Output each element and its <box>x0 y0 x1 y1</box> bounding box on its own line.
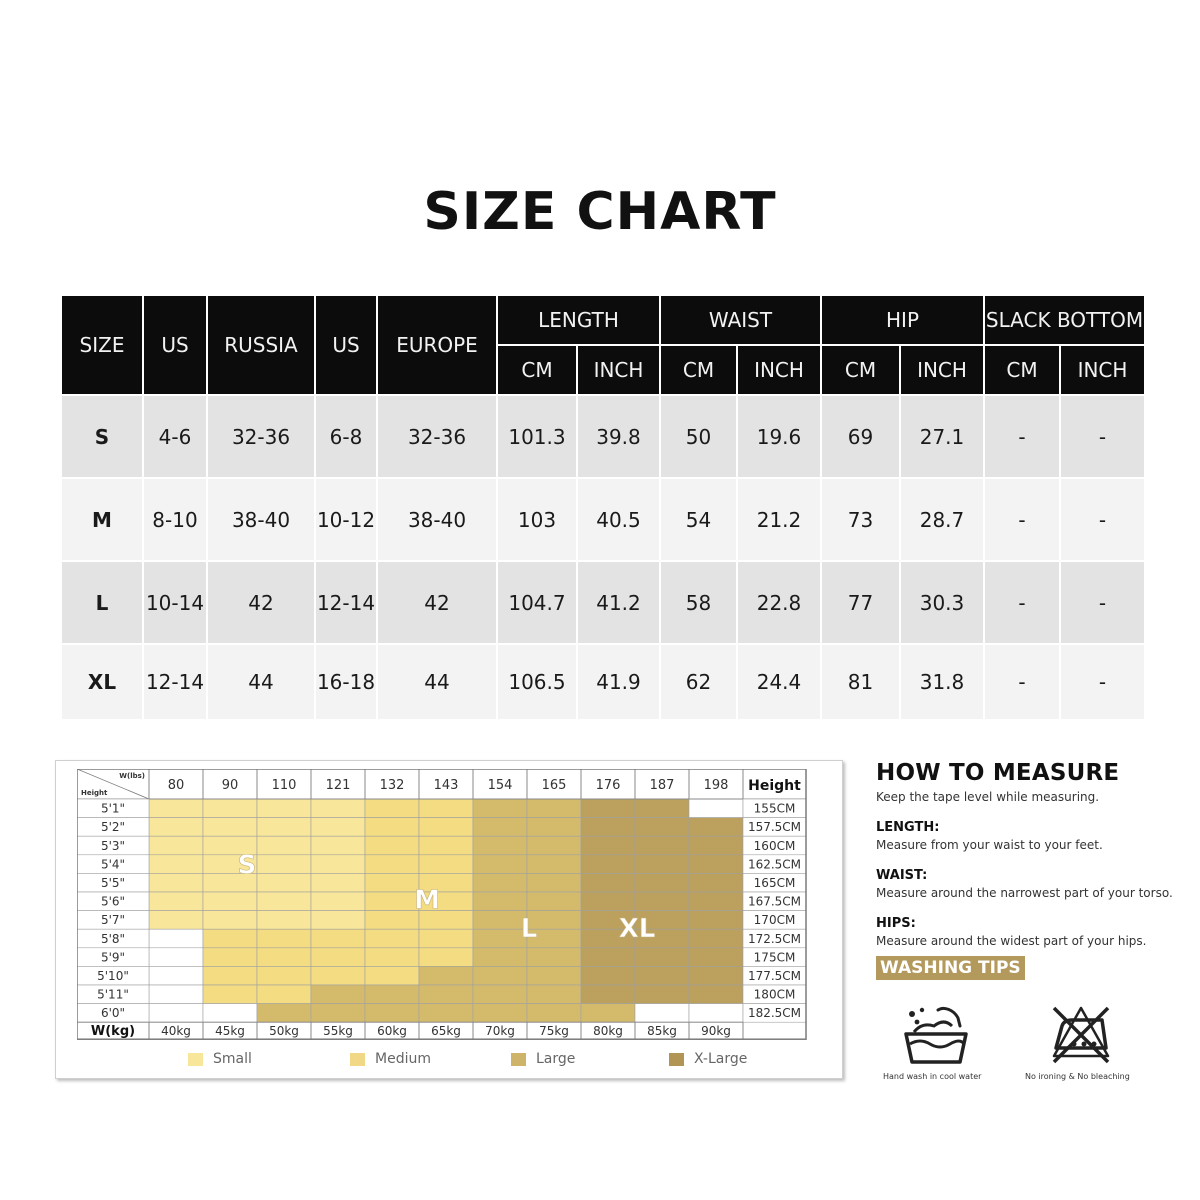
grid-cell <box>203 985 257 1004</box>
cm-label: 162.5CM <box>747 857 802 872</box>
grid-cell <box>473 911 527 930</box>
grid-cell <box>473 966 527 985</box>
grid-cell <box>635 836 689 855</box>
size-cell: M <box>61 478 143 561</box>
hip-inch-cell: 30.3 <box>900 561 984 644</box>
grid-cell <box>689 836 743 855</box>
grid-cell <box>365 799 419 818</box>
grid-cell <box>257 836 311 855</box>
height-title: Height <box>748 778 801 794</box>
length-inch-cell: 41.2 <box>577 561 660 644</box>
grid-cell <box>149 911 203 930</box>
waist-inch-cell: 19.6 <box>737 395 821 478</box>
grid-cell <box>689 911 743 930</box>
legend-label: X-Large <box>694 1051 748 1067</box>
grid-cell <box>635 1004 689 1023</box>
kg-label: 55kg <box>323 1024 353 1039</box>
kg-label: 45kg <box>215 1024 245 1039</box>
size-cell: S <box>61 395 143 478</box>
ft-label: 5'5" <box>100 876 126 890</box>
lbs-label: 165 <box>541 778 567 793</box>
grid-cell <box>581 1004 635 1023</box>
russia-cell: 44 <box>207 644 315 720</box>
slack-cm-cell: - <box>984 561 1060 644</box>
grid-cell <box>149 948 203 967</box>
header-hip-cm: CM <box>821 345 900 395</box>
grid-cell <box>149 929 203 948</box>
grid-cell <box>257 799 311 818</box>
grid-cell <box>689 1004 743 1023</box>
lbs-label: 90 <box>221 778 239 793</box>
slack-inch-cell: - <box>1060 561 1145 644</box>
grid-cell <box>419 836 473 855</box>
grid-cell <box>527 799 581 818</box>
grid-cell <box>257 1004 311 1023</box>
slack-inch-cell: - <box>1060 478 1145 561</box>
ft-label: 5'11" <box>97 987 129 1002</box>
legend-label: Small <box>213 1051 252 1067</box>
europe-cell: 42 <box>377 561 497 644</box>
grid-cell <box>311 855 365 874</box>
header-length-inch: INCH <box>577 345 660 395</box>
cm-label: 182.5CM <box>747 1006 802 1021</box>
zone-label-m: M <box>414 885 440 916</box>
size-table <box>60 294 1146 721</box>
ft-label: 5'1" <box>100 801 126 816</box>
lbs-label: 80 <box>167 778 185 793</box>
length-description: Measure from your waist to your feet. <box>876 838 1103 852</box>
grid-cell <box>257 818 311 837</box>
grid-cell <box>419 966 473 985</box>
grid-cell <box>203 948 257 967</box>
kg-label: 60kg <box>377 1024 407 1039</box>
header-waist-inch: INCH <box>737 345 821 395</box>
cm-label: 155CM <box>753 801 796 816</box>
us-cell: 4-6 <box>143 395 207 478</box>
grid-cell <box>149 873 203 892</box>
grid-cell <box>527 985 581 1004</box>
grid-cell <box>473 1004 527 1023</box>
grid-cell <box>473 799 527 818</box>
slack-cm-cell: - <box>984 644 1060 720</box>
header-length-cm: CM <box>497 345 577 395</box>
header-hip-inch: INCH <box>900 345 984 395</box>
header-slack-cm: CM <box>984 345 1060 395</box>
kg-label: 40kg <box>161 1024 191 1039</box>
waist-label: WAIST: <box>876 868 928 883</box>
grid-cell <box>689 873 743 892</box>
grid-cell <box>203 966 257 985</box>
hip-cm-cell: 69 <box>821 395 900 478</box>
slack-cm-cell: - <box>984 478 1060 561</box>
russia-cell: 38-40 <box>207 478 315 561</box>
kg-label: 90kg <box>701 1024 731 1039</box>
grid-cell <box>257 985 311 1004</box>
grid-cell <box>689 948 743 967</box>
no-iron-caption: No ironing & No bleaching <box>1025 1072 1130 1081</box>
hand-wash-caption: Hand wash in cool water <box>883 1072 982 1081</box>
grid-cell <box>149 985 203 1004</box>
grid-cell <box>419 1004 473 1023</box>
cm-label: 177.5CM <box>747 969 802 983</box>
grid-cell <box>365 966 419 985</box>
header-waist-cm: CM <box>660 345 737 395</box>
grid-cell <box>365 873 419 892</box>
length-cm-cell: 104.7 <box>497 561 577 644</box>
grid-cell <box>365 929 419 948</box>
header-length: LENGTH <box>497 295 660 345</box>
us-cell: 10-14 <box>143 561 207 644</box>
grid-cell <box>419 948 473 967</box>
grid-cell <box>203 799 257 818</box>
table-row <box>61 395 1145 478</box>
kg-label: 85kg <box>647 1024 677 1039</box>
waist-cm-cell: 50 <box>660 395 737 478</box>
grid-cell <box>365 892 419 911</box>
zone-label-s: S <box>237 850 257 881</box>
hip-cm-cell: 73 <box>821 478 900 561</box>
europe-cell: 32-36 <box>377 395 497 478</box>
grid-cell <box>149 855 203 874</box>
grid-cell <box>473 948 527 967</box>
lbs-label: 143 <box>433 778 459 793</box>
grid-cell <box>257 929 311 948</box>
kg-label: 50kg <box>269 1024 299 1039</box>
how-to-measure-subtitle: Keep the tape level while measuring. <box>876 790 1100 804</box>
grid-cell <box>311 966 365 985</box>
grid-cell <box>689 855 743 874</box>
slack-inch-cell: - <box>1060 644 1145 720</box>
kg-label: 75kg <box>539 1024 569 1039</box>
header-size: SIZE <box>61 295 143 395</box>
grid-cell <box>581 799 635 818</box>
grid-cell <box>527 818 581 837</box>
grid-cell <box>473 818 527 837</box>
us-2-cell: 16-18 <box>315 644 377 720</box>
corner-top-label: W(lbs) <box>119 772 145 780</box>
legend-swatch <box>350 1053 365 1066</box>
header-russia: RUSSIA <box>207 295 315 395</box>
grid-cell <box>635 948 689 967</box>
how-to-measure <box>876 760 1176 948</box>
grid-cell <box>635 966 689 985</box>
length-cm-cell: 101.3 <box>497 395 577 478</box>
wkg-label: W(kg) <box>90 1024 136 1040</box>
cm-label: 165CM <box>753 876 796 890</box>
legend-swatch <box>188 1053 203 1066</box>
grid-cell <box>149 966 203 985</box>
grid-cell <box>311 985 365 1004</box>
waist-cm-cell: 54 <box>660 478 737 561</box>
hip-inch-cell: 27.1 <box>900 395 984 478</box>
waist-inch-cell: 21.2 <box>737 478 821 561</box>
ft-label: 5'8" <box>100 931 126 946</box>
lbs-label: 198 <box>703 778 729 793</box>
grid-cell <box>419 985 473 1004</box>
grid-cell <box>311 911 365 930</box>
legend-x-large <box>669 1051 747 1067</box>
size-legend <box>188 1051 828 1071</box>
grid-cell <box>311 929 365 948</box>
grid-cell <box>689 929 743 948</box>
waist-inch-cell: 22.8 <box>737 561 821 644</box>
ft-label: 5'7" <box>100 913 126 928</box>
grid-cell <box>689 799 743 818</box>
grid-cell <box>311 873 365 892</box>
grid-cell <box>689 892 743 911</box>
waist-cm-cell: 58 <box>660 561 737 644</box>
ft-label: 5'6" <box>100 894 126 909</box>
grid-cell <box>311 818 365 837</box>
grid-cell <box>311 892 365 911</box>
grid-cell <box>203 892 257 911</box>
hips-description: Measure around the widest part of your hips. <box>876 934 1147 948</box>
kg-label: 80kg <box>593 1024 623 1039</box>
kg-label: 70kg <box>485 1024 515 1039</box>
grid-cell <box>581 985 635 1004</box>
size-cell: L <box>61 561 143 644</box>
grid-cell <box>473 929 527 948</box>
europe-cell: 44 <box>377 644 497 720</box>
lbs-label: 187 <box>649 778 675 793</box>
cm-label: 170CM <box>753 913 796 928</box>
grid-cell <box>581 948 635 967</box>
slack-inch-cell: - <box>1060 395 1145 478</box>
grid-cell <box>527 948 581 967</box>
table-row <box>61 644 1145 720</box>
us-2-cell: 12-14 <box>315 561 377 644</box>
header-us: US <box>143 295 207 395</box>
grid-cell <box>527 892 581 911</box>
grid-cell <box>635 873 689 892</box>
cm-label: 172.5CM <box>747 931 802 946</box>
hip-cm-cell: 77 <box>821 561 900 644</box>
grid-cell <box>581 855 635 874</box>
length-cm-cell: 103 <box>497 478 577 561</box>
grid-cell <box>365 948 419 967</box>
ft-label: 6'0" <box>100 1006 126 1021</box>
legend-swatch <box>669 1053 684 1066</box>
lbs-label: 110 <box>271 778 297 793</box>
cm-label: 160CM <box>753 838 796 853</box>
grid-cell <box>581 873 635 892</box>
washing-tips-title: WASHING TIPS <box>876 956 1025 980</box>
table-row <box>61 478 1145 561</box>
lbs-label: 132 <box>379 778 405 793</box>
slack-cm-cell: - <box>984 395 1060 478</box>
header-europe: EUROPE <box>377 295 497 395</box>
grid-cell <box>257 855 311 874</box>
ft-label: 5'2" <box>100 820 126 835</box>
grid-cell <box>581 966 635 985</box>
size-cell: XL <box>61 644 143 720</box>
grid-cell <box>635 892 689 911</box>
grid-cell <box>635 818 689 837</box>
grid-cell <box>473 836 527 855</box>
grid-cell <box>257 948 311 967</box>
grid-cell <box>635 799 689 818</box>
grid-cell <box>689 966 743 985</box>
lbs-label: 176 <box>595 778 621 793</box>
grid-cell <box>689 818 743 837</box>
grid-cell <box>419 929 473 948</box>
grid-cell <box>149 836 203 855</box>
length-cm-cell: 106.5 <box>497 644 577 720</box>
page-title: SIZE CHART <box>423 182 777 242</box>
hip-inch-cell: 28.7 <box>900 478 984 561</box>
grid-cell <box>635 855 689 874</box>
cm-label: 175CM <box>753 950 796 965</box>
russia-cell: 32-36 <box>207 395 315 478</box>
grid-cell <box>527 873 581 892</box>
grid-cell <box>365 911 419 930</box>
zone-label-x: XL <box>618 914 656 945</box>
grid-cell <box>311 948 365 967</box>
grid-cell <box>527 855 581 874</box>
grid-cell <box>365 818 419 837</box>
waist-inch-cell: 24.4 <box>737 644 821 720</box>
lbs-label: 154 <box>487 778 513 793</box>
grid-cell <box>473 892 527 911</box>
waist-description: Measure around the narrowest part of your torso. <box>876 886 1173 900</box>
header-waist: WAIST <box>660 295 821 345</box>
length-inch-cell: 41.9 <box>577 644 660 720</box>
grid-cell <box>635 985 689 1004</box>
ft-label: 5'3" <box>100 838 126 853</box>
grid-cell <box>311 836 365 855</box>
header-hip: HIP <box>821 295 984 345</box>
grid-cell <box>257 911 311 930</box>
grid-cell <box>581 836 635 855</box>
grid-cell <box>257 873 311 892</box>
us-2-cell: 10-12 <box>315 478 377 561</box>
grid-cell <box>311 1004 365 1023</box>
grid-cell <box>473 985 527 1004</box>
grid-cell <box>311 799 365 818</box>
us-2-cell: 6-8 <box>315 395 377 478</box>
us-cell: 8-10 <box>143 478 207 561</box>
length-inch-cell: 40.5 <box>577 478 660 561</box>
grid-cell <box>149 818 203 837</box>
legend-small <box>188 1051 252 1067</box>
hand-wash-icon <box>900 1004 972 1068</box>
grid-cell <box>203 911 257 930</box>
legend-swatch <box>511 1053 526 1066</box>
height-weight-chart <box>55 760 843 1079</box>
grid-cell <box>473 873 527 892</box>
legend-label: Medium <box>375 1051 431 1067</box>
ft-label: 5'10" <box>97 969 129 983</box>
header-slack-bottom: SLACK BOTTOM <box>984 295 1145 345</box>
grid-cell <box>257 892 311 911</box>
legend-large <box>511 1051 575 1067</box>
cm-label: 180CM <box>753 987 796 1002</box>
russia-cell: 42 <box>207 561 315 644</box>
legend-label: Large <box>536 1051 576 1067</box>
ft-label: 5'9" <box>100 950 126 965</box>
length-inch-cell: 39.8 <box>577 395 660 478</box>
hip-cm-cell: 81 <box>821 644 900 720</box>
grid-cell <box>203 929 257 948</box>
zone-label-l: L <box>520 914 538 945</box>
grid-cell <box>419 855 473 874</box>
legend-medium <box>350 1051 431 1067</box>
ft-label: 5'4" <box>100 857 126 872</box>
grid-cell <box>149 892 203 911</box>
grid-cell <box>419 799 473 818</box>
grid-cell <box>581 818 635 837</box>
grid-cell <box>527 1004 581 1023</box>
no-iron-no-bleach-icon <box>1050 1004 1112 1066</box>
cm-label: 167.5CM <box>747 894 802 909</box>
grid-cell <box>203 1004 257 1023</box>
grid-cell <box>203 818 257 837</box>
length-label: LENGTH: <box>876 820 940 835</box>
grid-cell <box>365 985 419 1004</box>
grid-cell <box>473 855 527 874</box>
height-weight-grid <box>77 769 833 1051</box>
grid-cell <box>527 966 581 985</box>
how-to-measure-title: HOW TO MEASURE <box>876 760 1120 786</box>
grid-cell <box>689 985 743 1004</box>
header-us-2: US <box>315 295 377 395</box>
hips-label: HIPS: <box>876 916 916 931</box>
us-cell: 12-14 <box>143 644 207 720</box>
corner-bottom-label: Height <box>81 789 108 797</box>
europe-cell: 38-40 <box>377 478 497 561</box>
grid-cell <box>365 1004 419 1023</box>
header-slack-inch: INCH <box>1060 345 1145 395</box>
grid-cell <box>527 836 581 855</box>
grid-cell <box>419 818 473 837</box>
cm-label: 157.5CM <box>747 820 802 835</box>
kg-label: 65kg <box>431 1024 461 1039</box>
grid-cell <box>365 836 419 855</box>
lbs-label: 121 <box>325 778 351 793</box>
grid-cell <box>257 966 311 985</box>
grid-cell <box>581 892 635 911</box>
waist-cm-cell: 62 <box>660 644 737 720</box>
grid-cell <box>149 1004 203 1023</box>
grid-cell <box>365 855 419 874</box>
table-row <box>61 561 1145 644</box>
hip-inch-cell: 31.8 <box>900 644 984 720</box>
grid-cell <box>149 799 203 818</box>
